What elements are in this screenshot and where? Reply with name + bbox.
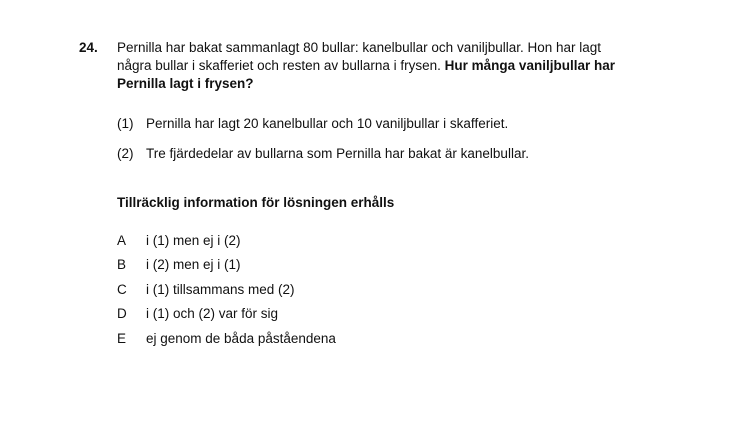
statement-2-label: (2) <box>117 146 134 161</box>
question-line-3: Pernilla lagt i frysen? <box>117 76 254 91</box>
option-b-text: i (2) men ej i (1) <box>146 257 241 272</box>
option-a-letter: A <box>117 233 127 248</box>
statement-1-text: Pernilla har lagt 20 kanelbullar och 10 vaniljbullar i skafferiet. <box>146 116 509 131</box>
question-context: några bullar i skafferiet och resten av bullarna i frysen. <box>117 58 445 73</box>
option-a-text: i (1) men ej i (2) <box>146 233 241 248</box>
question-line-2 <box>117 58 615 73</box>
option-d-letter: D <box>117 306 127 321</box>
statement-2-text: Tre fjärdedelar av bullarna som Pernilla har bakat är kanelbullar. <box>146 146 529 161</box>
instruction: Tillräcklig information för lösningen erhålls <box>117 195 395 210</box>
question-line-1: Pernilla har bakat sammanlagt 80 bullar: kanelbullar och vaniljbullar. Hon har lagt <box>117 40 602 55</box>
question-ask: Hur många vaniljbullar har <box>444 58 615 73</box>
question-number: 24. <box>79 40 98 55</box>
option-d-text: i (1) och (2) var för sig <box>146 306 279 321</box>
option-e-letter: E <box>117 331 127 346</box>
option-b-letter: B <box>117 257 127 272</box>
option-e-text: ej genom de båda påståendena <box>146 331 336 346</box>
statement-1-label: (1) <box>117 116 134 131</box>
option-c-text: i (1) tillsammans med (2) <box>146 282 295 297</box>
option-c-letter: C <box>117 282 127 297</box>
